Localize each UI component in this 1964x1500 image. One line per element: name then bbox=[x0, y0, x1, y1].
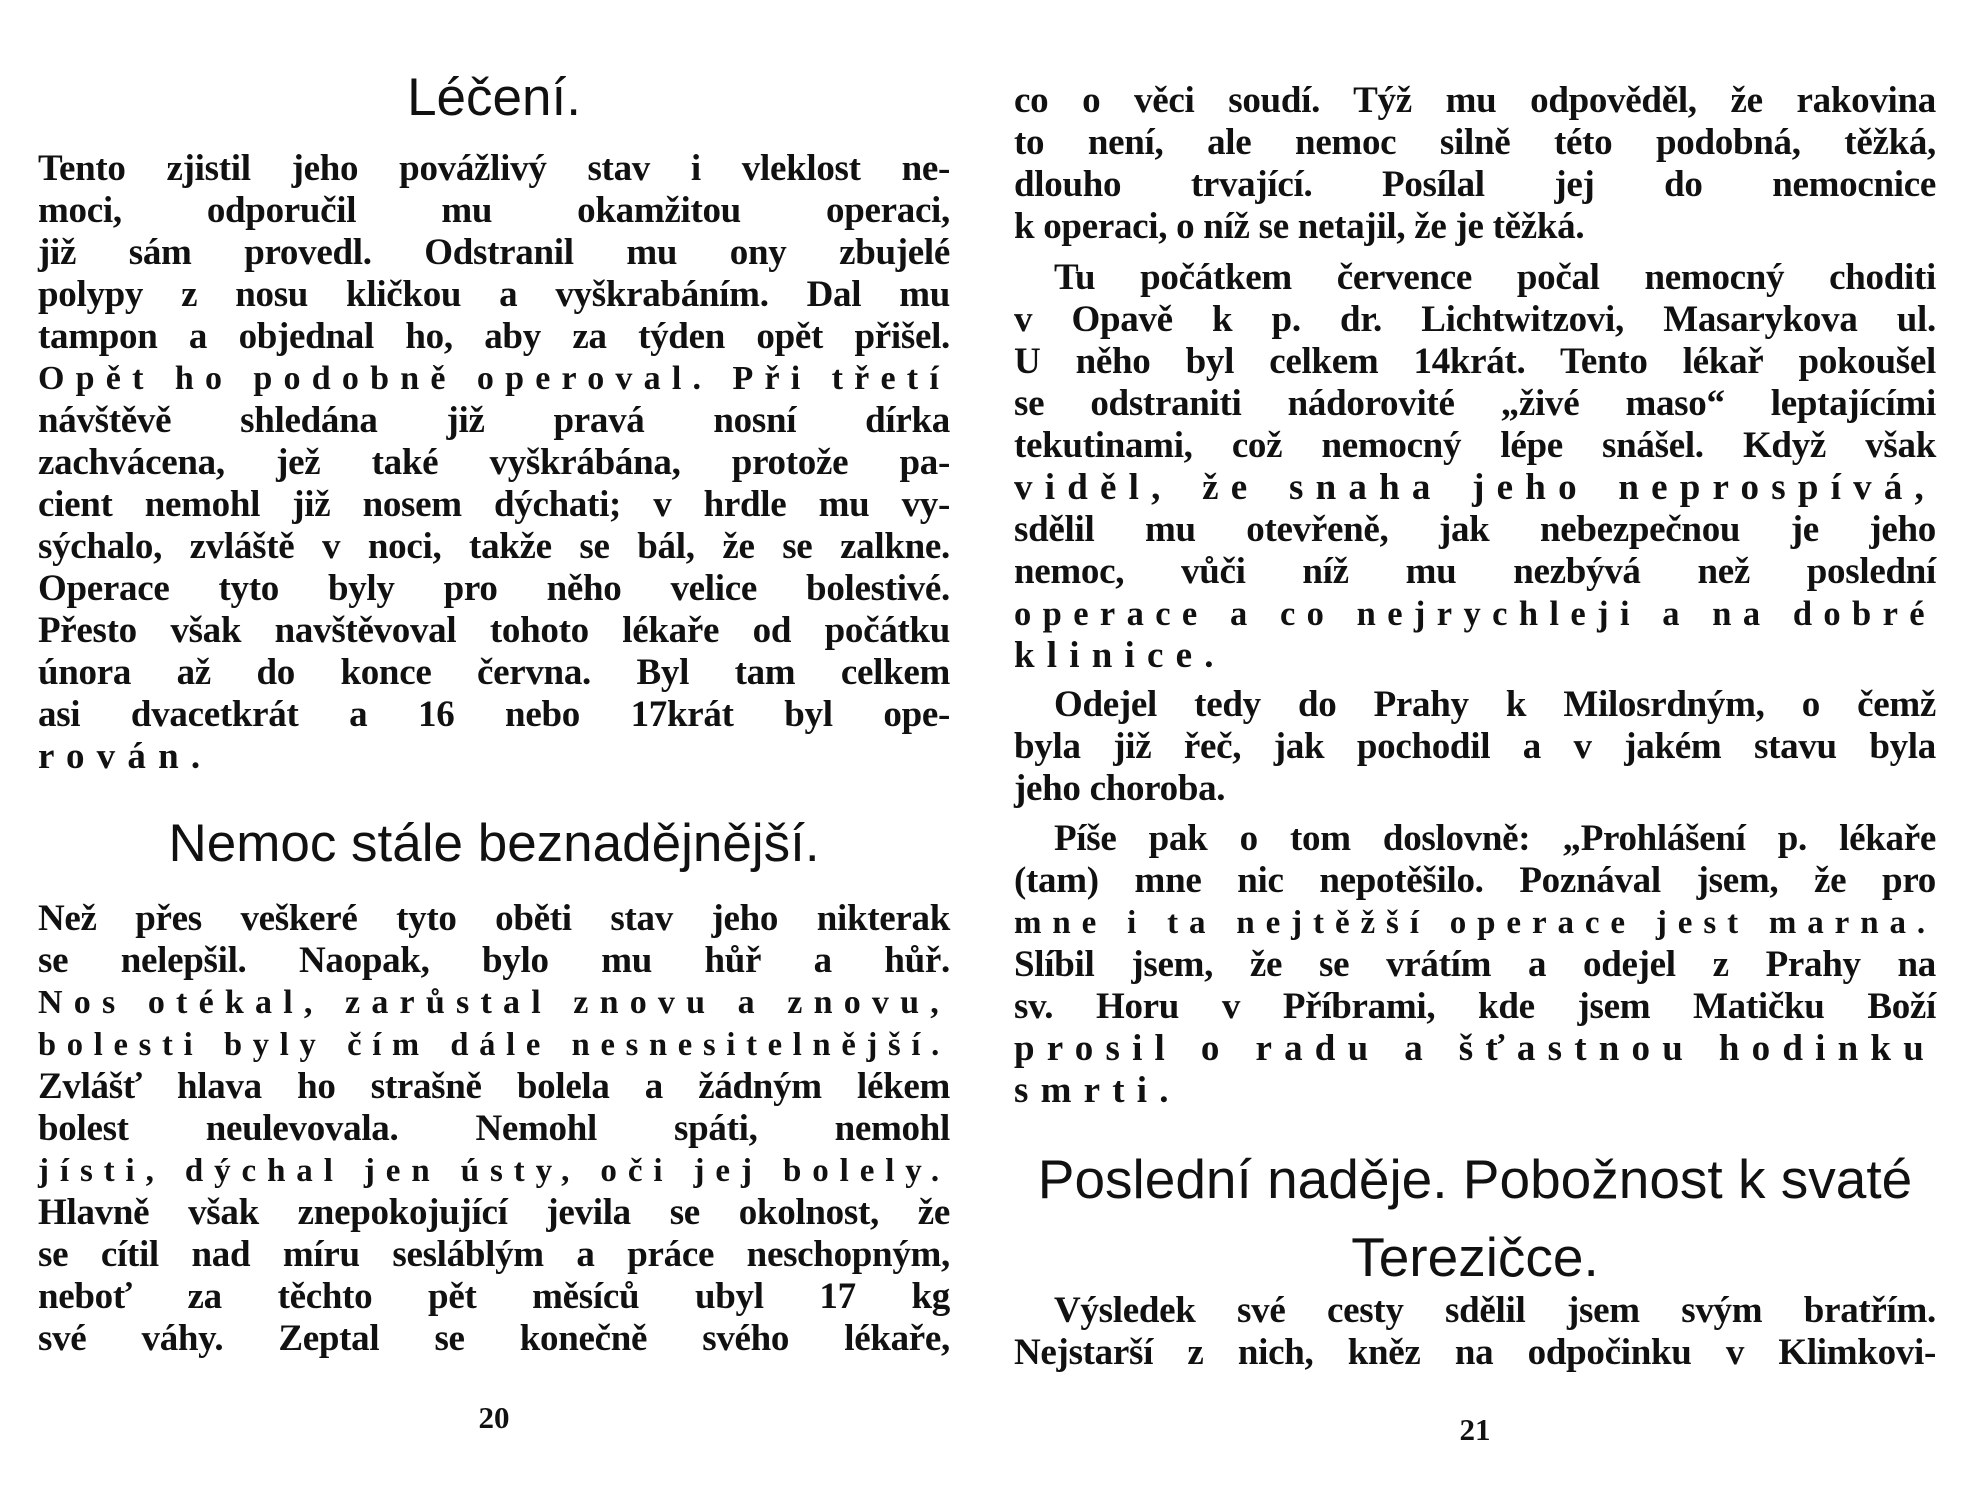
text-line: nemoc, vůči níž mu nezbývá než poslední bbox=[1014, 551, 1936, 592]
section-heading-nemoc: Nemoc stále beznadějnější. bbox=[168, 814, 820, 873]
text-line: prosil o radu a šťastnou hodinku bbox=[1014, 1028, 1936, 1069]
right-paragraph-5 bbox=[1014, 1290, 1936, 1374]
text-line: rován. bbox=[38, 736, 213, 777]
text-line: Hlavně však znepokojující jevila se okolnost, že bbox=[38, 1192, 950, 1233]
text-line: bolesti byly čím dále nesnesitelnější. bbox=[38, 1027, 950, 1063]
text-line: února až do konce června. Byl tam celkem bbox=[38, 652, 950, 693]
section-heading-lecen: Léčení. bbox=[407, 68, 581, 127]
right-paragraph-4 bbox=[1014, 818, 1936, 1112]
text-line: Tento zjistil jeho povážlivý stav i vleklost ne- bbox=[38, 148, 950, 189]
right-paragraph-2 bbox=[1014, 257, 1936, 677]
left-paragraph-2 bbox=[38, 898, 950, 1360]
heading-line: Poslední naděje. Pobožnost k svaté bbox=[1037, 1148, 1913, 1210]
text-line: byla již řeč, jak pochodil a v jakém stavu byla bbox=[1014, 726, 1936, 767]
left-paragraph-1 bbox=[38, 148, 950, 778]
text-line: polypy z nosu kličkou a vyškrabáním. Dal mu bbox=[38, 274, 950, 315]
text-line: Tu počátkem července počal nemocný choditi bbox=[1054, 257, 1936, 298]
text-line: asi dvacetkrát a 16 nebo 17krát byl ope- bbox=[38, 694, 950, 735]
text-line: to není, ale nemoc silně této podobná, těžká, bbox=[1014, 122, 1936, 163]
text-line: viděl, že snaha jeho neprospívá, bbox=[1014, 467, 1936, 508]
heading-line: Terezičce. bbox=[1351, 1226, 1599, 1288]
text-line: již sám provedl. Odstranil mu ony zbujelé bbox=[38, 232, 950, 273]
text-line: sv. Horu v Příbrami, kde jsem Matičku Boží bbox=[1014, 986, 1936, 1027]
text-line: dlouho trvající. Posílal jej do nemocnice bbox=[1014, 164, 1936, 205]
text-line: moci, odporučil mu okamžitou operaci, bbox=[38, 190, 950, 231]
text-line: Opět ho podobně operoval. Při třetí bbox=[38, 360, 950, 397]
text-line: v Opavě k p. dr. Lichtwitzovi, Masarykova ul. bbox=[1014, 299, 1936, 340]
text-line: k operaci, o níž se netajil, že je těžká. bbox=[1014, 206, 1585, 247]
text-line: se odstraniti nádorovité „živé maso“ leptajícími bbox=[1014, 383, 1936, 424]
text-line: cient nemohl již nosem dýchati; v hrdle mu vy- bbox=[38, 484, 950, 525]
text-line: U něho byl celkem 14krát. Tento lékař pokoušel bbox=[1014, 341, 1936, 382]
text-line: bolest neulevovala. Nemohl spáti, nemohl bbox=[38, 1108, 950, 1149]
text-line: se cítil nad míru sesláblým a práce neschopným, bbox=[38, 1234, 950, 1275]
text-line: co o věci soudí. Týž mu odpověděl, že rakovina bbox=[1014, 80, 1936, 121]
text-line: Nos otékal, zarůstal znovu a znovu, bbox=[38, 984, 950, 1021]
text-line: sýchalo, zvláště v noci, takže se bál, že se zalkne. bbox=[38, 526, 950, 567]
text-line: návštěvě shledána již pravá nosní dírka bbox=[38, 400, 950, 441]
text-line: Výsledek své cesty sdělil jsem svým bratřím. bbox=[1054, 1290, 1936, 1331]
page-number: 21 bbox=[1459, 1412, 1491, 1447]
text-line: Slíbil jsem, že se vrátím a odejel z Prahy na bbox=[1014, 944, 1936, 985]
text-line: Operace tyto byly pro něho velice bolestivé. bbox=[38, 568, 950, 609]
text-line: Než přes veškeré tyto oběti stav jeho nikterak bbox=[38, 898, 950, 939]
page-number: 20 bbox=[478, 1400, 510, 1435]
text-line: jeho choroba. bbox=[1014, 768, 1226, 809]
text-line: Přesto však navštěvoval tohoto lékaře od počátku bbox=[38, 610, 950, 651]
section-heading-posledni bbox=[1014, 1140, 1936, 1296]
text-line: se nelepšil. Naopak, bylo mu hůř a hůř. bbox=[38, 940, 950, 981]
text-line: zachvácena, jež také vyškrábána, protože pa- bbox=[38, 442, 950, 483]
right-paragraph-1 bbox=[1014, 80, 1936, 248]
text-line: mne i ta nejtěžší operace jest marna. bbox=[1014, 905, 1936, 941]
right-paragraph-3 bbox=[1014, 684, 1936, 810]
text-line: operace a co nejrychleji a na dobré bbox=[1014, 595, 1936, 633]
text-line: sdělil mu otevřeně, jak nebezpečnou je jeho bbox=[1014, 509, 1936, 550]
text-line: tampon a objednal ho, aby za týden opět přišel. bbox=[38, 316, 950, 357]
text-line: klinice. bbox=[1014, 635, 1226, 676]
text-line: Nejstarší z nich, kněz na odpočinku v Klimkovi- bbox=[1014, 1332, 1936, 1373]
text-line: Píše pak o tom doslovně: „Prohlášení p. lékaře bbox=[1054, 818, 1936, 859]
text-line: neboť za těchto pět měsíců ubyl 17 kg bbox=[38, 1276, 950, 1317]
text-line: své váhy. Zeptal se konečně svého lékaře, bbox=[38, 1318, 950, 1359]
text-line: jísti, dýchal jen ústy, oči jej bolely. bbox=[38, 1153, 950, 1189]
right-page bbox=[1014, 0, 1936, 1500]
text-line: Odejel tedy do Prahy k Milosrdným, o čemž bbox=[1054, 684, 1936, 725]
text-line: Zvlášť hlava ho strašně bolela a žádným lékem bbox=[38, 1066, 950, 1107]
left-page bbox=[38, 0, 950, 1500]
text-line: smrti. bbox=[1014, 1070, 1181, 1111]
text-line: (tam) mne nic nepotěšilo. Poznával jsem, že pro bbox=[1014, 860, 1936, 901]
text-line: tekutinami, což nemocný lépe snášel. Když však bbox=[1014, 425, 1936, 466]
